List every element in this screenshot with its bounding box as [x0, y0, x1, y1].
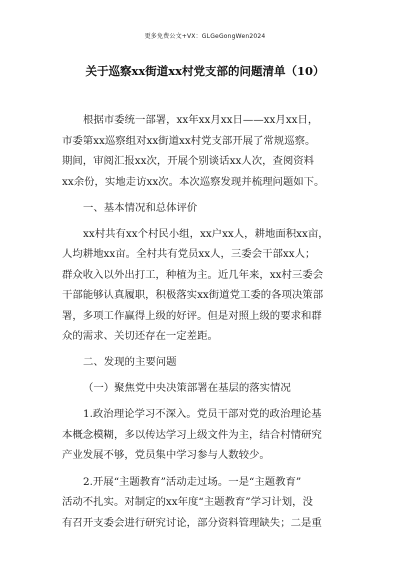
document-body: [62, 110, 357, 533]
body-line: 二、发现的主要问题: [83, 356, 177, 369]
body-line: 署，多项工作赢得上级的好评。但是对照上级的要求和群: [62, 309, 322, 322]
body-line: 人均耕地xx亩。全村共有党员xx人，三委会干部xx人；: [62, 248, 316, 261]
body-line: 2.开展“主题教育”活动走过场。一是“主题教育”: [83, 475, 302, 488]
body-line: 一、基本情况和总体评价: [83, 201, 198, 214]
body-line: xx余份，实地走访xx次。本次巡察发现并梳理问题如下。: [62, 175, 325, 188]
body-line: 有召开支委会进行研究讨论，部分资料管理缺失；二是重: [62, 516, 322, 529]
body-line: 根据市委统一部署，xx年xx月xx日——xx月xx日，: [83, 114, 319, 126]
body-line: 期间，审阅汇报xx次，开展个别谈话xx人次，查阅资料: [62, 155, 315, 167]
body-line: 群众收入以外出打工，种植为主。近几年来，xx村三委会: [62, 268, 324, 281]
body-line: 市委第xx巡察组对xx街道xx村党支部开展了常规巡察。: [62, 134, 316, 147]
body-line: 产业发展不够，党员集中学习参与人数较少。: [62, 449, 270, 462]
body-line: 1.政治理论学习不深入。党员干部对党的政治理论基: [83, 408, 322, 421]
body-line: 本概念模糊，多以传达学习上级文件为主，结合村情研究: [62, 428, 322, 441]
page-header: 更多免费公文+VX：GLGeGongWen2024: [144, 33, 266, 40]
body-line: 活动不扎实。对制定的xx年度“主题教育”学习计划，没: [62, 496, 313, 509]
body-line: 干部能够认真履职，积极落实xx街道党工委的各项决策部: [62, 289, 324, 302]
body-line: 众的需求、关切还存在一定差距。: [62, 330, 218, 343]
body-line: xx村共有xx个村民小组，xx户xx人，耕地面积xx亩，: [83, 227, 329, 240]
document-title: 关于巡察xx街道xx村党支部的问题清单（10）: [85, 64, 325, 78]
body-line: （一）聚焦党中央决策部署在基层的落实情况: [83, 382, 291, 395]
